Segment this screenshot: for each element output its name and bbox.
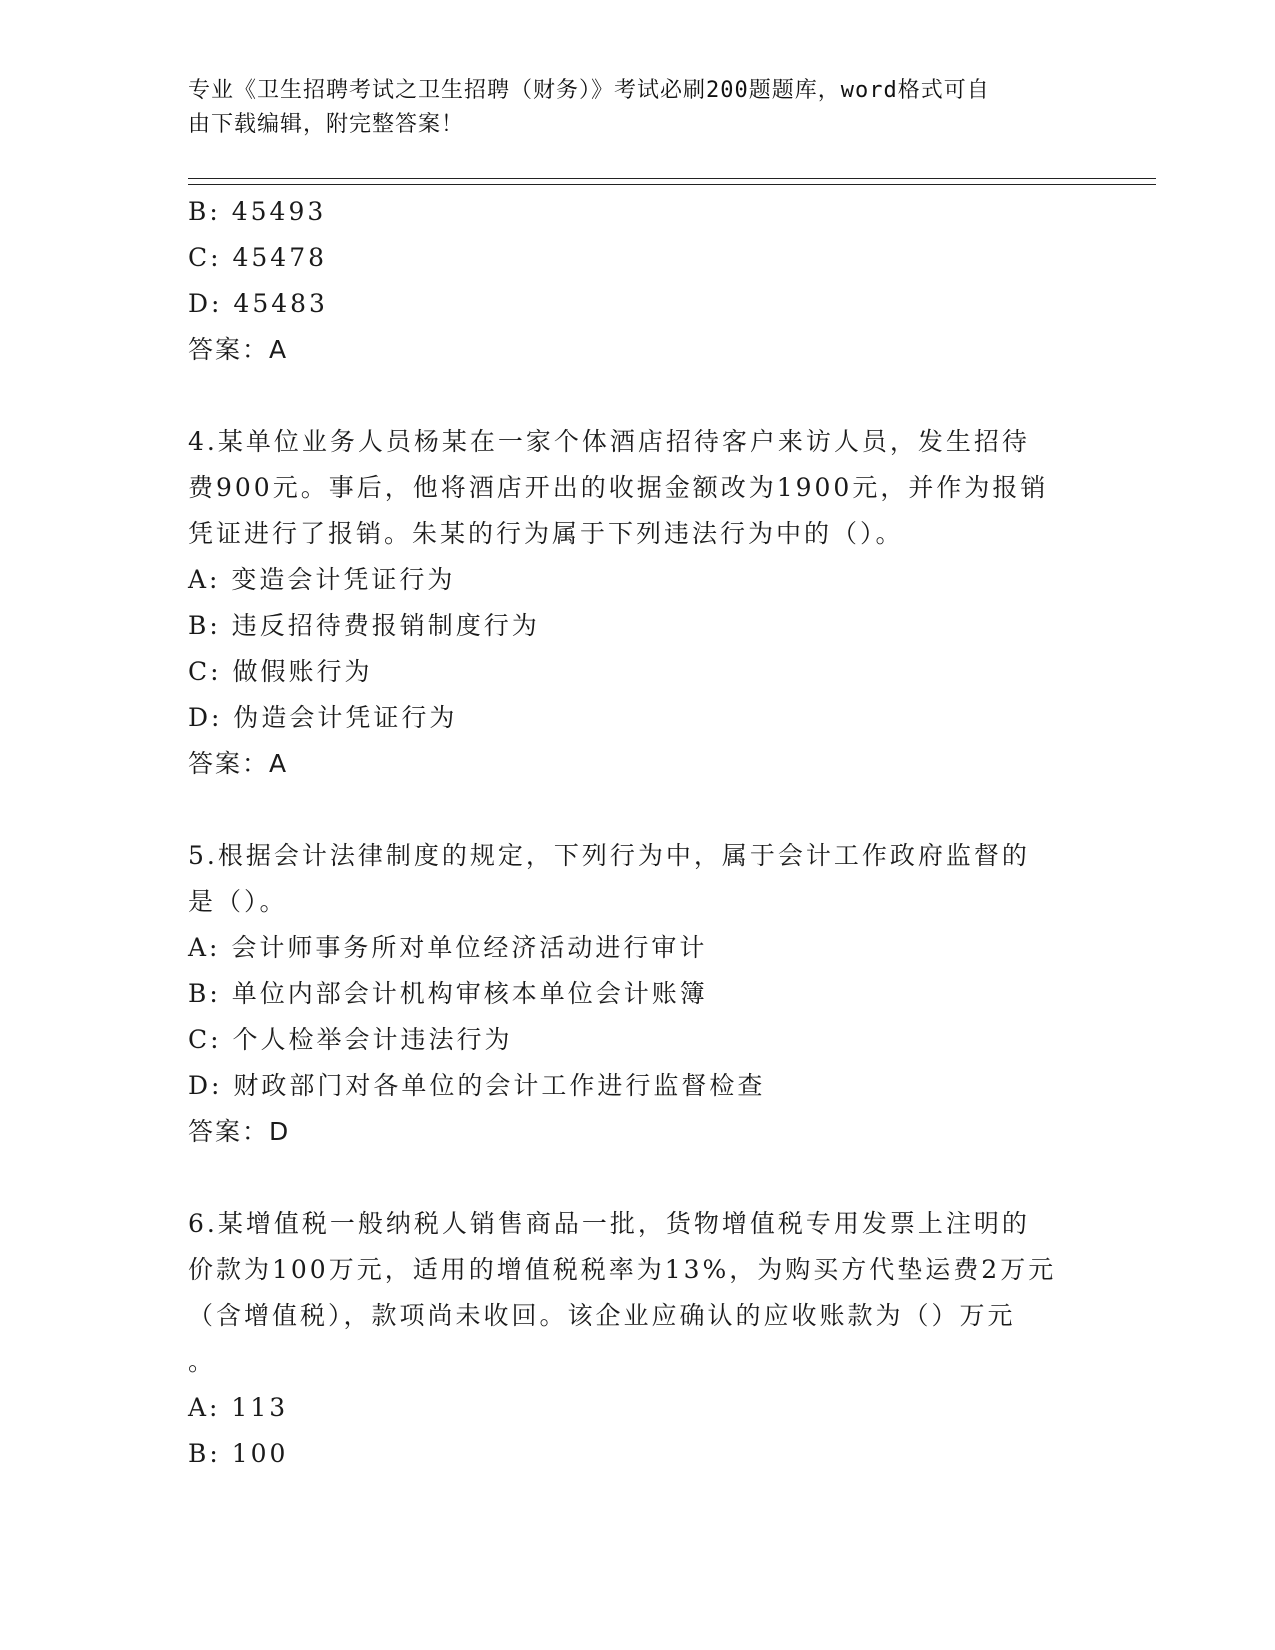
option-a: A: 会计师事务所对单位经济活动进行审计: [188, 933, 708, 962]
option-b: B: 违反招待费报销制度行为: [188, 611, 540, 640]
question-stem-line: 6.某增值税一般纳税人销售商品一批，货物增值税专用发票上注明的: [188, 1209, 1030, 1238]
option-c: C: 做假账行为: [188, 657, 373, 686]
question-stem-line: 4.某单位业务人员杨某在一家个体酒店招待客户来访人员，发生招待: [188, 427, 1030, 456]
option-b: B: 45493: [188, 197, 327, 226]
question-list: [188, 189, 1088, 1477]
question-6: [188, 1201, 1088, 1477]
option-c: C: 个人检举会计违法行为: [188, 1025, 513, 1054]
answer-line: 答案：D: [188, 1117, 291, 1146]
answer-line: 答案：A: [188, 749, 289, 778]
question-spacer: [188, 787, 1088, 833]
option-a: A: 113: [188, 1393, 289, 1422]
question-stem-line: 。: [188, 1347, 217, 1376]
option-b: B: 100: [188, 1439, 289, 1468]
option-b: B: 单位内部会计机构审核本单位会计账簿: [188, 979, 708, 1008]
document-title-line-1: 专业《卫生招聘考试之卫生招聘（财务）》考试必刷200题题库，word格式可自: [188, 78, 990, 103]
question-stem-line: 凭证进行了报销。朱某的行为属于下列违法行为中的（）。: [188, 519, 904, 548]
question-stem-line: 5.根据会计法律制度的规定，下列行为中，属于会计工作政府监督的: [188, 841, 1030, 870]
option-d: D: 财政部门对各单位的会计工作进行监督检查: [188, 1071, 766, 1100]
question-5: [188, 833, 1088, 1155]
option-d: D: 45483: [188, 289, 328, 318]
question-spacer: [188, 1155, 1088, 1201]
option-c: C: 45478: [188, 243, 328, 272]
question-stem-line: 费900元。事后，他将酒店开出的收据金额改为1900元，并作为报销: [188, 473, 1049, 502]
document-title-line-2: 由下载编辑，附完整答案！: [188, 112, 465, 137]
header-divider: [188, 178, 1156, 185]
question-spacer: [188, 373, 1088, 419]
question-stem-line: （含增值税），款项尚未收回。该企业应确认的应收账款为（）万元: [188, 1301, 1016, 1330]
option-d: D: 伪造会计凭证行为: [188, 703, 458, 732]
answer-line: 答案：A: [188, 335, 289, 364]
question-stem-line: 价款为100万元，适用的增值税税率为13%，为购买方代垫运费2万元: [188, 1255, 1057, 1284]
question-stem-line: 是（）。: [188, 887, 288, 916]
option-a: A: 变造会计凭证行为: [188, 565, 456, 594]
question-3-continued: [188, 189, 1088, 373]
page-header: [188, 74, 1088, 142]
question-4: [188, 419, 1088, 787]
